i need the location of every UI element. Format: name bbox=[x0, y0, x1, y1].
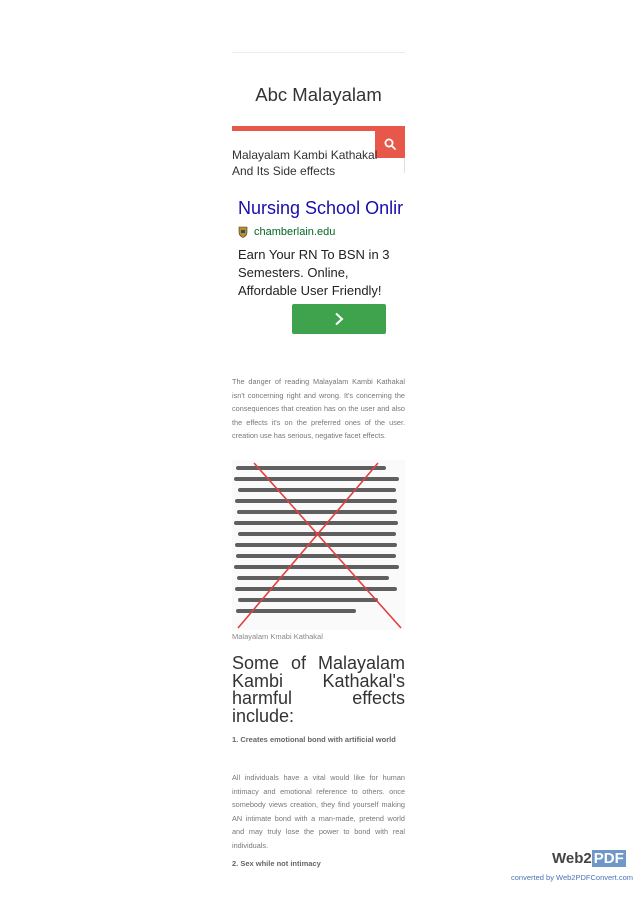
logo-web2-text: Web2 bbox=[552, 850, 592, 867]
page-subtitle: Malayalam Kambi Kathakal And Its Side effects bbox=[232, 148, 378, 178]
ad-headline-link[interactable]: Nursing School Onlir bbox=[238, 198, 404, 218]
point-1-body: All individuals have a vital would like for human intimacy and emotional reference to others. once somebody views creation, they find yourself making AN intimate bond with a man-made, pretend world and may truly lose the power to bond with real individuals. bbox=[232, 773, 405, 850]
site-title[interactable]: Abc Malayalam bbox=[255, 84, 382, 105]
ad-domain-row[interactable] bbox=[238, 226, 335, 238]
intro-paragraph: The danger of reading Malayalam Kambi Kathakal isn't concerning right and wrong. It's concerning the consequences that creation has on the user and also the effects it's on the preferred ones of the user. creation use has serious, negative facet effects. bbox=[232, 377, 405, 440]
shield-icon bbox=[238, 226, 248, 238]
article-image bbox=[232, 460, 405, 630]
ad-arrow-button[interactable] bbox=[292, 304, 386, 334]
section-heading: Some of Malayalam Kambi Kathakal's harmful effects include: bbox=[232, 653, 405, 726]
top-divider bbox=[232, 52, 405, 53]
chevron-right-icon bbox=[334, 312, 344, 326]
converted-by-link[interactable]: converted by Web2PDFConvert.com bbox=[511, 873, 633, 882]
ad-domain: chamberlain.edu bbox=[254, 226, 336, 238]
logo-pdf-text: PDF bbox=[593, 850, 624, 867]
point-1-title: 1. Creates emotional bond with artificial world bbox=[232, 735, 396, 744]
image-caption: Malayalam Kmabi Kathakal bbox=[232, 632, 323, 641]
ad-description: Earn Your RN To BSN in 3 Semesters. Online, Affordable User Friendly! bbox=[238, 247, 390, 298]
web2pdf-logo[interactable] bbox=[552, 850, 626, 867]
point-2-title: 2. Sex while not intimacy bbox=[232, 859, 321, 868]
